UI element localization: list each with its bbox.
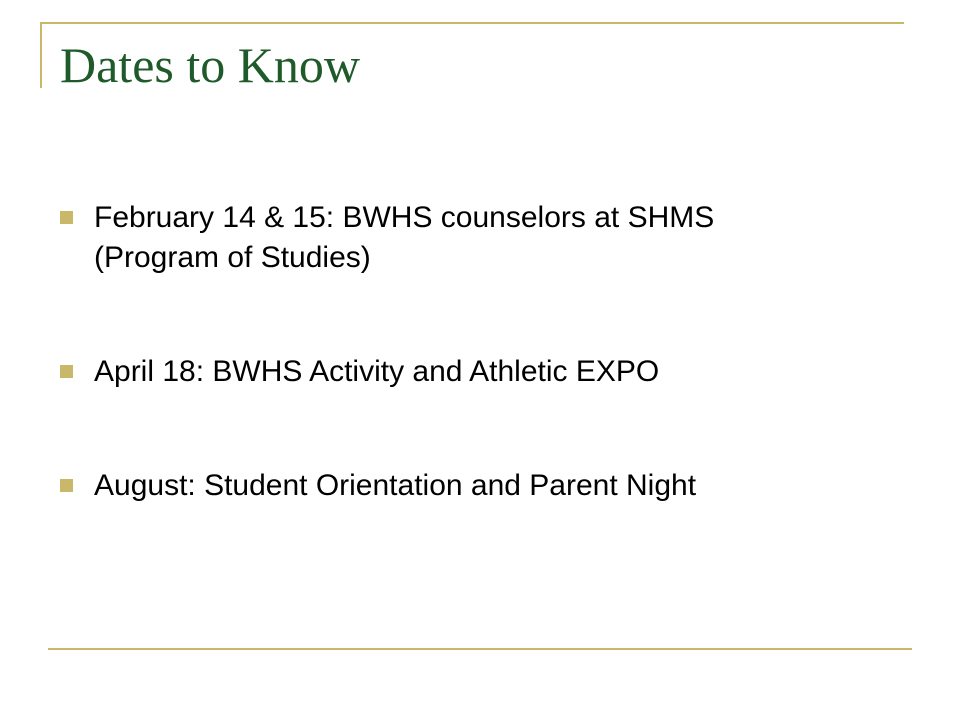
bullet-text: August: Student Orientation and Parent Night — [94, 469, 697, 502]
bullet-text: April 18: BWHS Activity and Athletic EXPO — [94, 355, 660, 388]
square-bullet-icon — [60, 211, 73, 224]
bullet-list — [60, 198, 920, 580]
square-bullet-icon — [60, 365, 73, 378]
square-bullet-icon — [60, 479, 73, 492]
slide-title: Dates to Know — [60, 37, 360, 93]
bullet-item — [60, 466, 920, 506]
bullet-text: February 14 & 15: BWHS counselors at SHMS (Program of Studies) — [94, 201, 715, 274]
top-rule — [40, 22, 904, 24]
bullet-item — [60, 352, 920, 392]
bottom-rule — [48, 648, 912, 650]
bullet-item — [60, 198, 920, 278]
left-rule — [40, 22, 42, 88]
